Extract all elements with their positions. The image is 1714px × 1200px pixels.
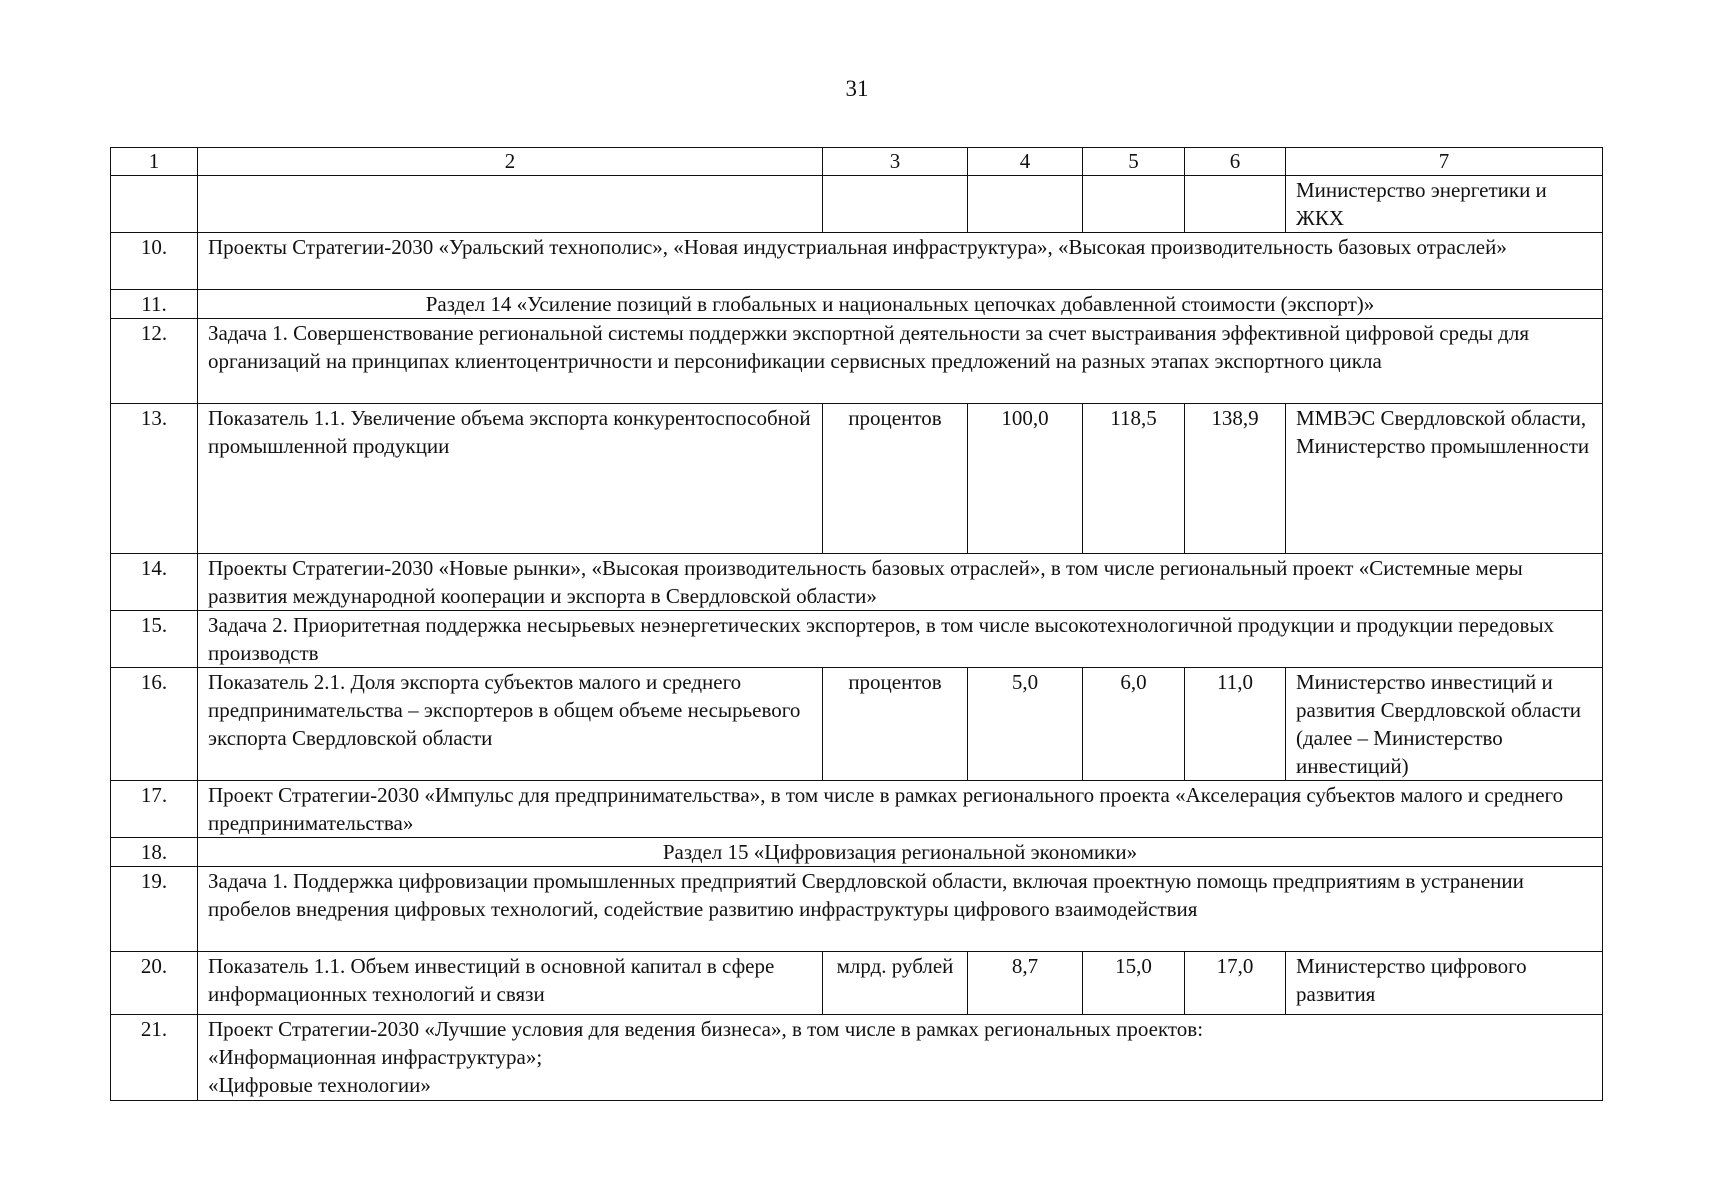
value-cell (1083, 176, 1185, 233)
value-cell: 118,5 (1083, 404, 1185, 554)
row-number: 12. (111, 319, 198, 404)
unit-cell (823, 176, 968, 233)
value-cell: 5,0 (968, 668, 1083, 781)
project-text (198, 1015, 1603, 1101)
column-header: 2 (198, 148, 823, 176)
table-row (111, 554, 1603, 611)
task-text: Задача 1. Поддержка цифровизации промышленных предприятий Свердловской области, включая проектную помощь предприятиям в устранении пробелов внедрения цифровых технологий, содействие развитию инфраструктуры цифрового взаимодействия (198, 867, 1603, 952)
indicator-name-cell: Показатель 1.1. Увеличение объема экспорта конкурентоспособной промышленной продукции (198, 404, 823, 554)
column-header: 5 (1083, 148, 1185, 176)
table-row (111, 952, 1603, 1015)
table-row (111, 611, 1603, 668)
responsible-cell: ММВЭС Свердловской области, Министерство промышленности (1286, 404, 1603, 554)
indicator-name-cell: Показатель 2.1. Доля экспорта субъектов малого и среднего предпринимательства – экспортеров в общем объеме несырьевого экспорта Свердловской области (198, 668, 823, 781)
value-cell: 100,0 (968, 404, 1083, 554)
table-row (111, 176, 1603, 233)
value-cell: 11,0 (1185, 668, 1286, 781)
column-number-row (111, 148, 1603, 176)
table-row (111, 1015, 1603, 1101)
row-number (111, 176, 198, 233)
value-cell: 17,0 (1185, 952, 1286, 1015)
project-text: Проекты Стратегии-2030 «Уральский технополис», «Новая индустриальная инфраструктура», «Высокая производительность базовых отраслей» (198, 233, 1603, 290)
task-text: Задача 1. Совершенствование региональной системы поддержки экспортной деятельности за счет выстраивания эффективной цифровой среды для организаций на принципах клиентоцентричности и персонификации сервисных предложений на разных этапах экспортного цикла (198, 319, 1603, 404)
responsible-cell: Министерство цифрового развития (1286, 952, 1603, 1015)
project-text: Проекты Стратегии-2030 «Новые рынки», «Высокая производительность базовых отраслей», в том числе региональный проект «Системные меры развития международной кооперации и экспорта в Свердловской области» (198, 554, 1603, 611)
table-row (111, 404, 1603, 554)
column-header: 3 (823, 148, 968, 176)
row-number: 13. (111, 404, 198, 554)
unit-cell: млрд. рублей (823, 952, 968, 1015)
project-text-line: «Цифровые технологии» (208, 1073, 431, 1097)
table-row (111, 838, 1603, 867)
row-number: 17. (111, 781, 198, 838)
row-number: 10. (111, 233, 198, 290)
responsible-cell: Министерство энергетики и ЖКХ (1286, 176, 1603, 233)
section-title: Раздел 14 «Усиление позиций в глобальных и национальных цепочках добавленной стоимости (экспорт)» (198, 290, 1603, 319)
table-row (111, 319, 1603, 404)
unit-cell: процентов (823, 668, 968, 781)
row-number: 18. (111, 838, 198, 867)
project-text: Проект Стратегии-2030 «Импульс для предпринимательства», в том числе в рамках регионального проекта «Акселерация субъектов малого и среднего предпринимательства» (198, 781, 1603, 838)
unit-cell: процентов (823, 404, 968, 554)
column-header: 4 (968, 148, 1083, 176)
value-cell: 138,9 (1185, 404, 1286, 554)
value-cell (968, 176, 1083, 233)
value-cell (1185, 176, 1286, 233)
column-header: 6 (1185, 148, 1286, 176)
table-row (111, 781, 1603, 838)
row-number: 19. (111, 867, 198, 952)
section-title: Раздел 15 «Цифровизация региональной экономики» (198, 838, 1603, 867)
table-row (111, 233, 1603, 290)
row-number: 20. (111, 952, 198, 1015)
indicator-name-cell: Показатель 1.1. Объем инвестиций в основной капитал в сфере информационных технологий и связи (198, 952, 823, 1015)
indicator-name-cell (198, 176, 823, 233)
program-table (110, 147, 1603, 1101)
value-cell: 6,0 (1083, 668, 1185, 781)
table-row (111, 290, 1603, 319)
column-header: 7 (1286, 148, 1603, 176)
table-row (111, 668, 1603, 781)
value-cell: 15,0 (1083, 952, 1185, 1015)
row-number: 21. (111, 1015, 198, 1101)
row-number: 11. (111, 290, 198, 319)
row-number: 14. (111, 554, 198, 611)
table-row (111, 867, 1603, 952)
value-cell: 8,7 (968, 952, 1083, 1015)
row-number: 16. (111, 668, 198, 781)
column-header: 1 (111, 148, 198, 176)
row-number: 15. (111, 611, 198, 668)
project-text-line: Проект Стратегии-2030 «Лучшие условия для ведения бизнеса», в том числе в рамках региональных проектов: (208, 1017, 1204, 1041)
task-text: Задача 2. Приоритетная поддержка несырьевых неэнергетических экспортеров, в том числе высокотехнологичной продукции и продукции передовых производств (198, 611, 1603, 668)
page-number: 31 (845, 76, 869, 101)
project-text-line: «Информационная инфраструктура»; (208, 1045, 543, 1069)
responsible-cell: Министерство инвестиций и развития Свердловской области (далее – Министерство инвестиций) (1286, 668, 1603, 781)
